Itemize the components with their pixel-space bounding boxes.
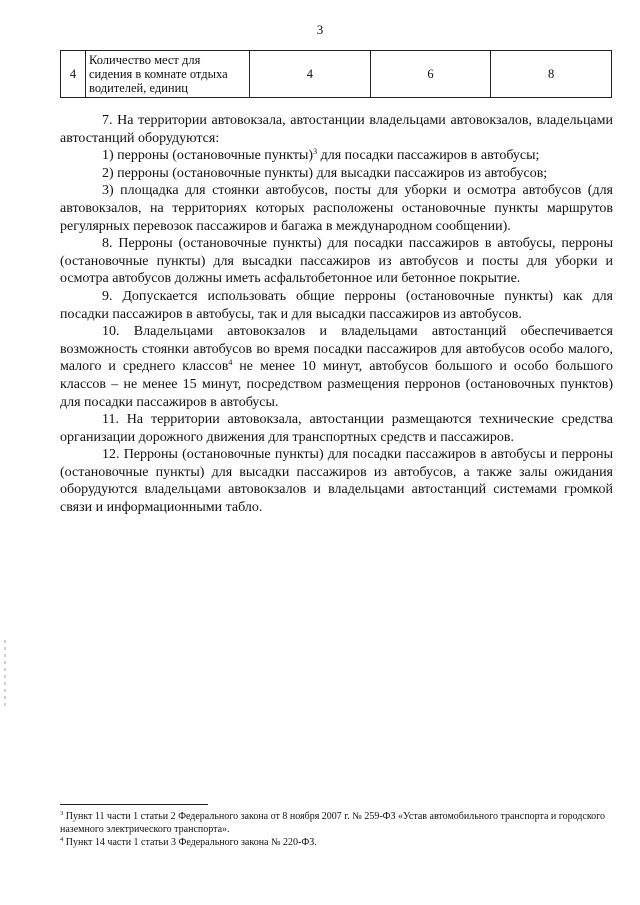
paragraph-text: 8. Перроны (остановочные пункты) для посадки пассажиров в автобусы, перроны (остановочные пункты) для высадки пассажиров из автобусов и посты для уборки и осмотра автобусов должны иметь асфальтобетонное или бетонное покрытие. [60,236,613,287]
paragraph-text: 2) перроны (остановочные пункты) для высадки пассажиров из автобусов; [102,165,548,181]
paragraph-text: 9. Допускается использовать общие перроны (остановочные пункты) как для посадки пассажиров в автобусы, так и для высадки пассажиров из автобусов. [60,288,613,322]
paragraph-text: 10. Владельцами автовокзалов и владельцами автостанций обеспечивается возможность стоянки автобусов во время посадки пассажиров для автобусов особо малого, малого и среднего классов [60,324,613,375]
footnote-mark: 4 [60,836,64,844]
paragraph-text: 7. На территории автовокзала, автостанции владельцами автовокзалов, владельцами автостанций оборудуются: [60,113,613,146]
paragraph-text: 12. Перроны (остановочные пункты) для посадки пассажиров в автобусы и перроны (остановочные пункты) для высадки пассажиров из автобусов, а также залы ожидания оборудуются владельцами автовокзалов и владельцами автостанций системами громкой связи и информационными табло. [60,447,613,516]
paragraph-7-1 [60,147,613,165]
footnote-ref-4[interactable]: 4 [228,358,233,368]
footnote-mark: 3 [60,810,64,817]
paragraph-11 [60,411,613,446]
scan-margin-mark [4,640,6,710]
footnote-3 [60,810,613,836]
row-name: Количество мест для сидения в комнате отдыха водителей, единиц [86,51,250,98]
row-value-3: 8 [491,51,612,98]
paragraph-12 [60,446,613,516]
paragraph-text: 11. На территории автовокзала, автостанции размещаются технические средства организации дорожного движения для транспортных средств и пассажиров. [60,412,613,445]
table-row [61,51,612,98]
page-number: 3 [316,22,324,37]
row-value-1: 4 [250,51,371,98]
paragraph-8 [60,235,613,288]
paragraph-7-2 [60,165,613,183]
body-text [60,112,613,517]
paragraph-text: 3) площадка для стоянки автобусов, посты для уборки и осмотра автобусов (для автовокзалов, на территориях которых расположены остановочные пункты маршрутов регулярных перевозок пассажиров и багажа в международном сообщении). [60,183,613,234]
footnote-text: Пункт 11 части 1 статьи 2 Федерального закона от 8 ноября 2007 г. № 259-ФЗ «Устав автомобильного транспорта и городского наземного электрического транспорта». [60,811,606,836]
footnote-4 [60,836,613,849]
footnotes [60,810,613,850]
footnote-separator [60,804,208,805]
paragraph-7 [60,112,613,147]
requirements-table [60,50,612,98]
paragraph-10 [60,323,613,411]
row-value-2: 6 [370,51,491,98]
row-number: 4 [61,51,86,98]
footnote-ref-3[interactable]: 3 [313,147,318,157]
paragraph-9 [60,288,613,323]
paragraph-text: 1) перроны (остановочные пункты) [102,148,314,164]
footnote-text: Пункт 14 части 1 статьи 3 Федерального закона № 220-ФЗ. [63,837,317,849]
paragraph-text-tail: не менее 10 минут, автобусов большого и особо большого классов – не менее 15 минут, посредством размещения перронов (остановочных пунктов) для посадки пассажиров в автобусы. [60,359,613,410]
paragraph-text-tail: для посадки пассажиров в автобусы; [317,148,540,164]
paragraph-7-3 [60,182,613,235]
